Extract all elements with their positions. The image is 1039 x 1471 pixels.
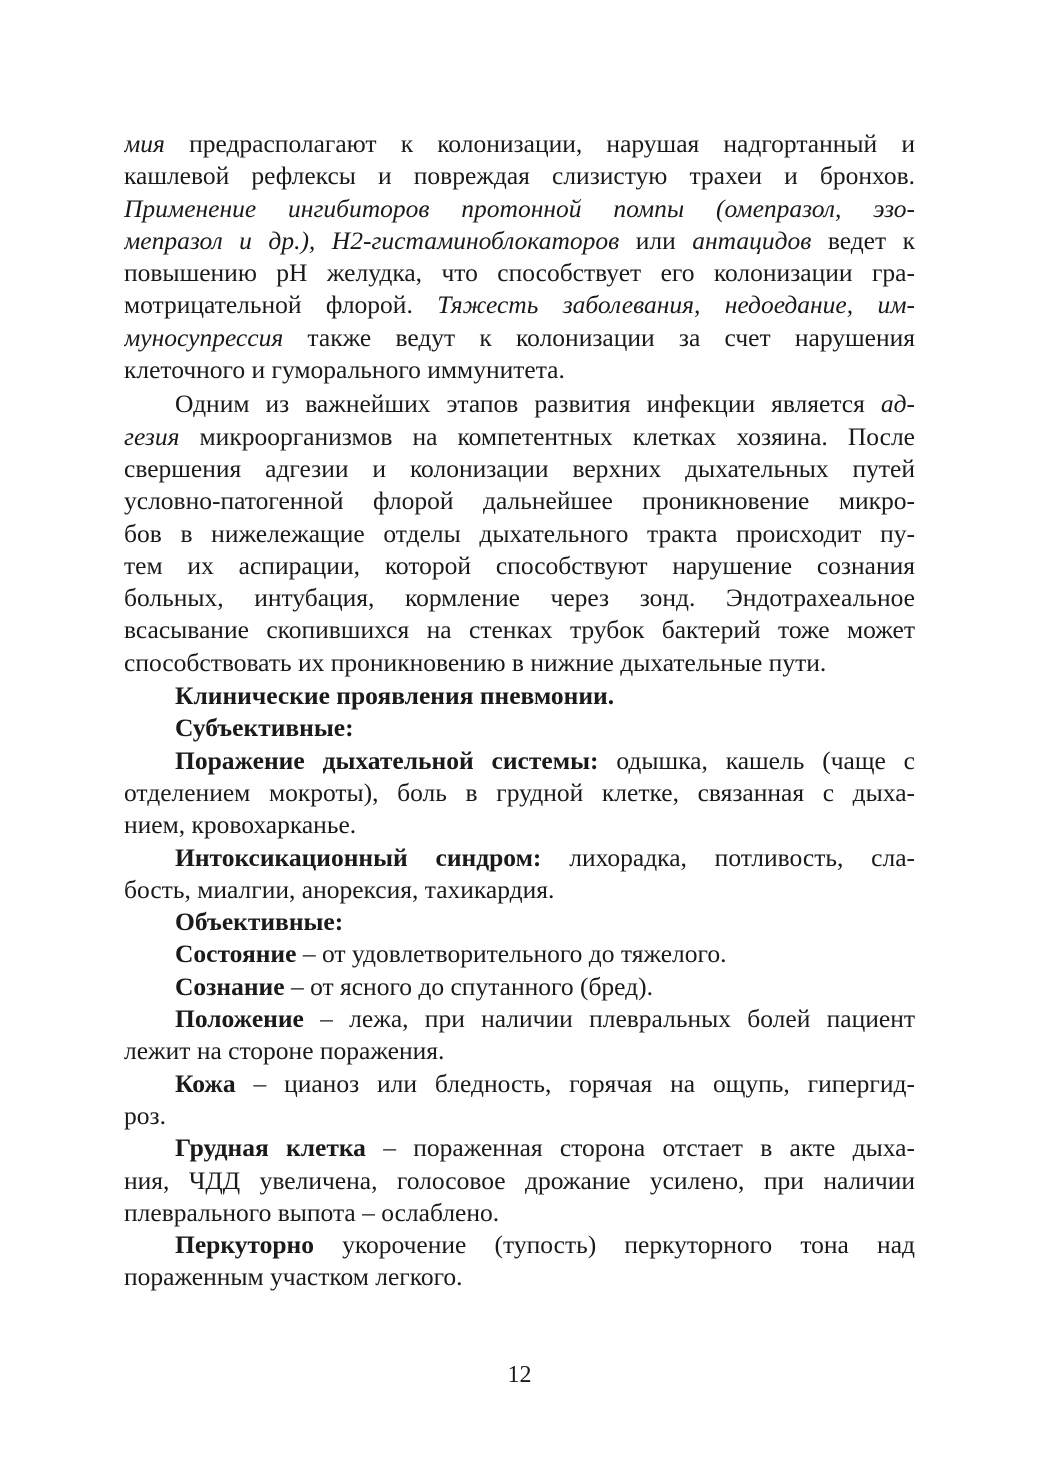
text-line <box>124 647 915 679</box>
bold-term: Перкуторно <box>175 1230 314 1260</box>
bold-term: Интоксикационный синдром: <box>175 842 542 872</box>
text-line <box>124 712 915 744</box>
text-span: нием, кровохарканье. <box>124 810 357 840</box>
text-line <box>124 582 915 614</box>
text-span: – пораженная сторона отстает в акте дыха- <box>365 1133 915 1163</box>
text-line <box>124 971 915 1003</box>
text-span: плеврального выпота – ослаблено. <box>124 1197 500 1227</box>
bold-term: Состояние <box>175 939 297 969</box>
italic-term: мепразол и др.), Н2-гистаминоблокаторов <box>124 225 620 255</box>
bold-term: Объективные: <box>175 907 344 937</box>
text-span: одышка, кашель (чаще с <box>598 745 915 775</box>
bold-term: Грудная клетка <box>175 1133 366 1163</box>
text-span: или <box>619 225 693 255</box>
text-line <box>124 874 915 906</box>
bold-term: Клинические проявления пневмонии. <box>175 681 615 711</box>
italic-term: ад- <box>880 389 915 419</box>
text-span: – лежа, при наличии плевральных болей пациент <box>303 1004 915 1034</box>
text-line <box>124 193 915 225</box>
bold-term: Кожа <box>175 1068 236 1098</box>
text-span: – цианоз или бледность, горячая на ощупь, гипергид- <box>235 1068 915 1098</box>
italic-term: гезия <box>124 421 180 451</box>
text-line <box>124 225 915 257</box>
text-span: повышению рН желудка, что способствует его колонизации гра- <box>124 258 915 288</box>
text-line <box>124 809 915 841</box>
text-line <box>124 421 915 453</box>
text-span: роз. <box>124 1100 166 1130</box>
text-line <box>124 842 915 874</box>
bold-term: Сознание <box>175 971 285 1001</box>
italic-term: Тяжесть заболевания, недоедание, им- <box>437 290 915 320</box>
text-line <box>124 1165 915 1197</box>
page-body-text <box>124 128 915 1294</box>
text-span: – от удовлетворительного до тяжелого. <box>296 939 727 969</box>
text-span: ния, ЧДД увеличена, голосовое дрожание усилено, при наличии <box>124 1165 915 1195</box>
text-span: также ведут к колонизации за счет нарушения <box>283 322 915 352</box>
text-span: способствовать их проникновению в нижние дыхательные пути. <box>124 647 827 677</box>
text-line <box>124 1261 915 1293</box>
italic-term: муносупрессия <box>124 322 284 352</box>
text-span: пораженным участком легкого. <box>124 1262 463 1292</box>
text-span: укорочение (тупость) перкуторного тона над <box>313 1230 915 1260</box>
text-span: – от ясного до спутанного (бред). <box>284 971 654 1001</box>
text-line <box>124 485 915 517</box>
text-line <box>124 745 915 777</box>
text-line <box>124 938 915 970</box>
text-line <box>124 322 915 354</box>
text-line <box>124 1229 915 1261</box>
text-span: условно-патогенной флорой дальнейшее проникновение микро- <box>124 486 915 516</box>
text-span: ведет к <box>811 225 915 255</box>
text-line <box>124 1068 915 1100</box>
text-line <box>124 388 915 420</box>
text-line <box>124 1035 915 1067</box>
italic-term: Применение ингибиторов протонной помпы (омепразол, эзо- <box>124 193 915 223</box>
text-line <box>124 518 915 550</box>
text-line <box>124 1197 915 1229</box>
bold-term: Субъективные: <box>175 713 354 743</box>
text-line <box>124 1003 915 1035</box>
text-span: свершения адгезии и колонизации верхних дыхательных путей <box>124 453 915 483</box>
text-line <box>124 160 915 192</box>
text-span: кашлевой рефлексы и повреждая слизистую трахеи и бронхов. <box>124 161 915 191</box>
text-span: тем их аспирации, которой способствуют нарушение сознания <box>124 550 915 580</box>
italic-term: мия <box>124 129 165 158</box>
text-span: микроорганизмов на компетентных клетках хозяина. После <box>179 421 915 451</box>
text-line <box>124 128 915 160</box>
italic-term: антацидов <box>692 225 812 255</box>
text-span: всасывание скопившихся на стенках трубок бактерий тоже может <box>124 615 915 645</box>
text-line <box>124 354 915 386</box>
text-line <box>124 1100 915 1132</box>
text-span: мотрицательной флорой. <box>124 290 438 320</box>
text-line <box>124 1132 915 1164</box>
bold-term: Положение <box>175 1004 304 1034</box>
text-span: бов в нижележащие отделы дыхательного тракта происходит пу- <box>124 518 915 548</box>
text-line <box>124 777 915 809</box>
bold-term: Поражение дыхательной системы: <box>175 745 599 775</box>
text-span: предрасполагают к колонизации, нарушая надгортанный и <box>164 129 915 158</box>
page-number: 12 <box>507 1362 532 1388</box>
text-span: лихорадка, потливость, сла- <box>541 842 915 872</box>
text-line <box>124 680 915 712</box>
text-span: бость, миалгии, анорексия, тахикардия. <box>124 874 555 904</box>
text-span: больных, интубация, кормление через зонд. Эндотрахеальное <box>124 583 915 613</box>
text-line <box>124 453 915 485</box>
text-line <box>124 906 915 938</box>
text-span: лежит на стороне поражения. <box>124 1036 445 1066</box>
text-line <box>124 550 915 582</box>
text-span: Одним из важнейших этапов развития инфекции является <box>175 389 881 419</box>
text-span: отделением мокроты), боль в грудной клетке, связанная с дыха- <box>124 777 915 807</box>
text-span: клеточного и гуморального иммунитета. <box>124 355 565 385</box>
text-line <box>124 257 915 289</box>
text-line <box>124 289 915 321</box>
text-line <box>124 614 915 646</box>
